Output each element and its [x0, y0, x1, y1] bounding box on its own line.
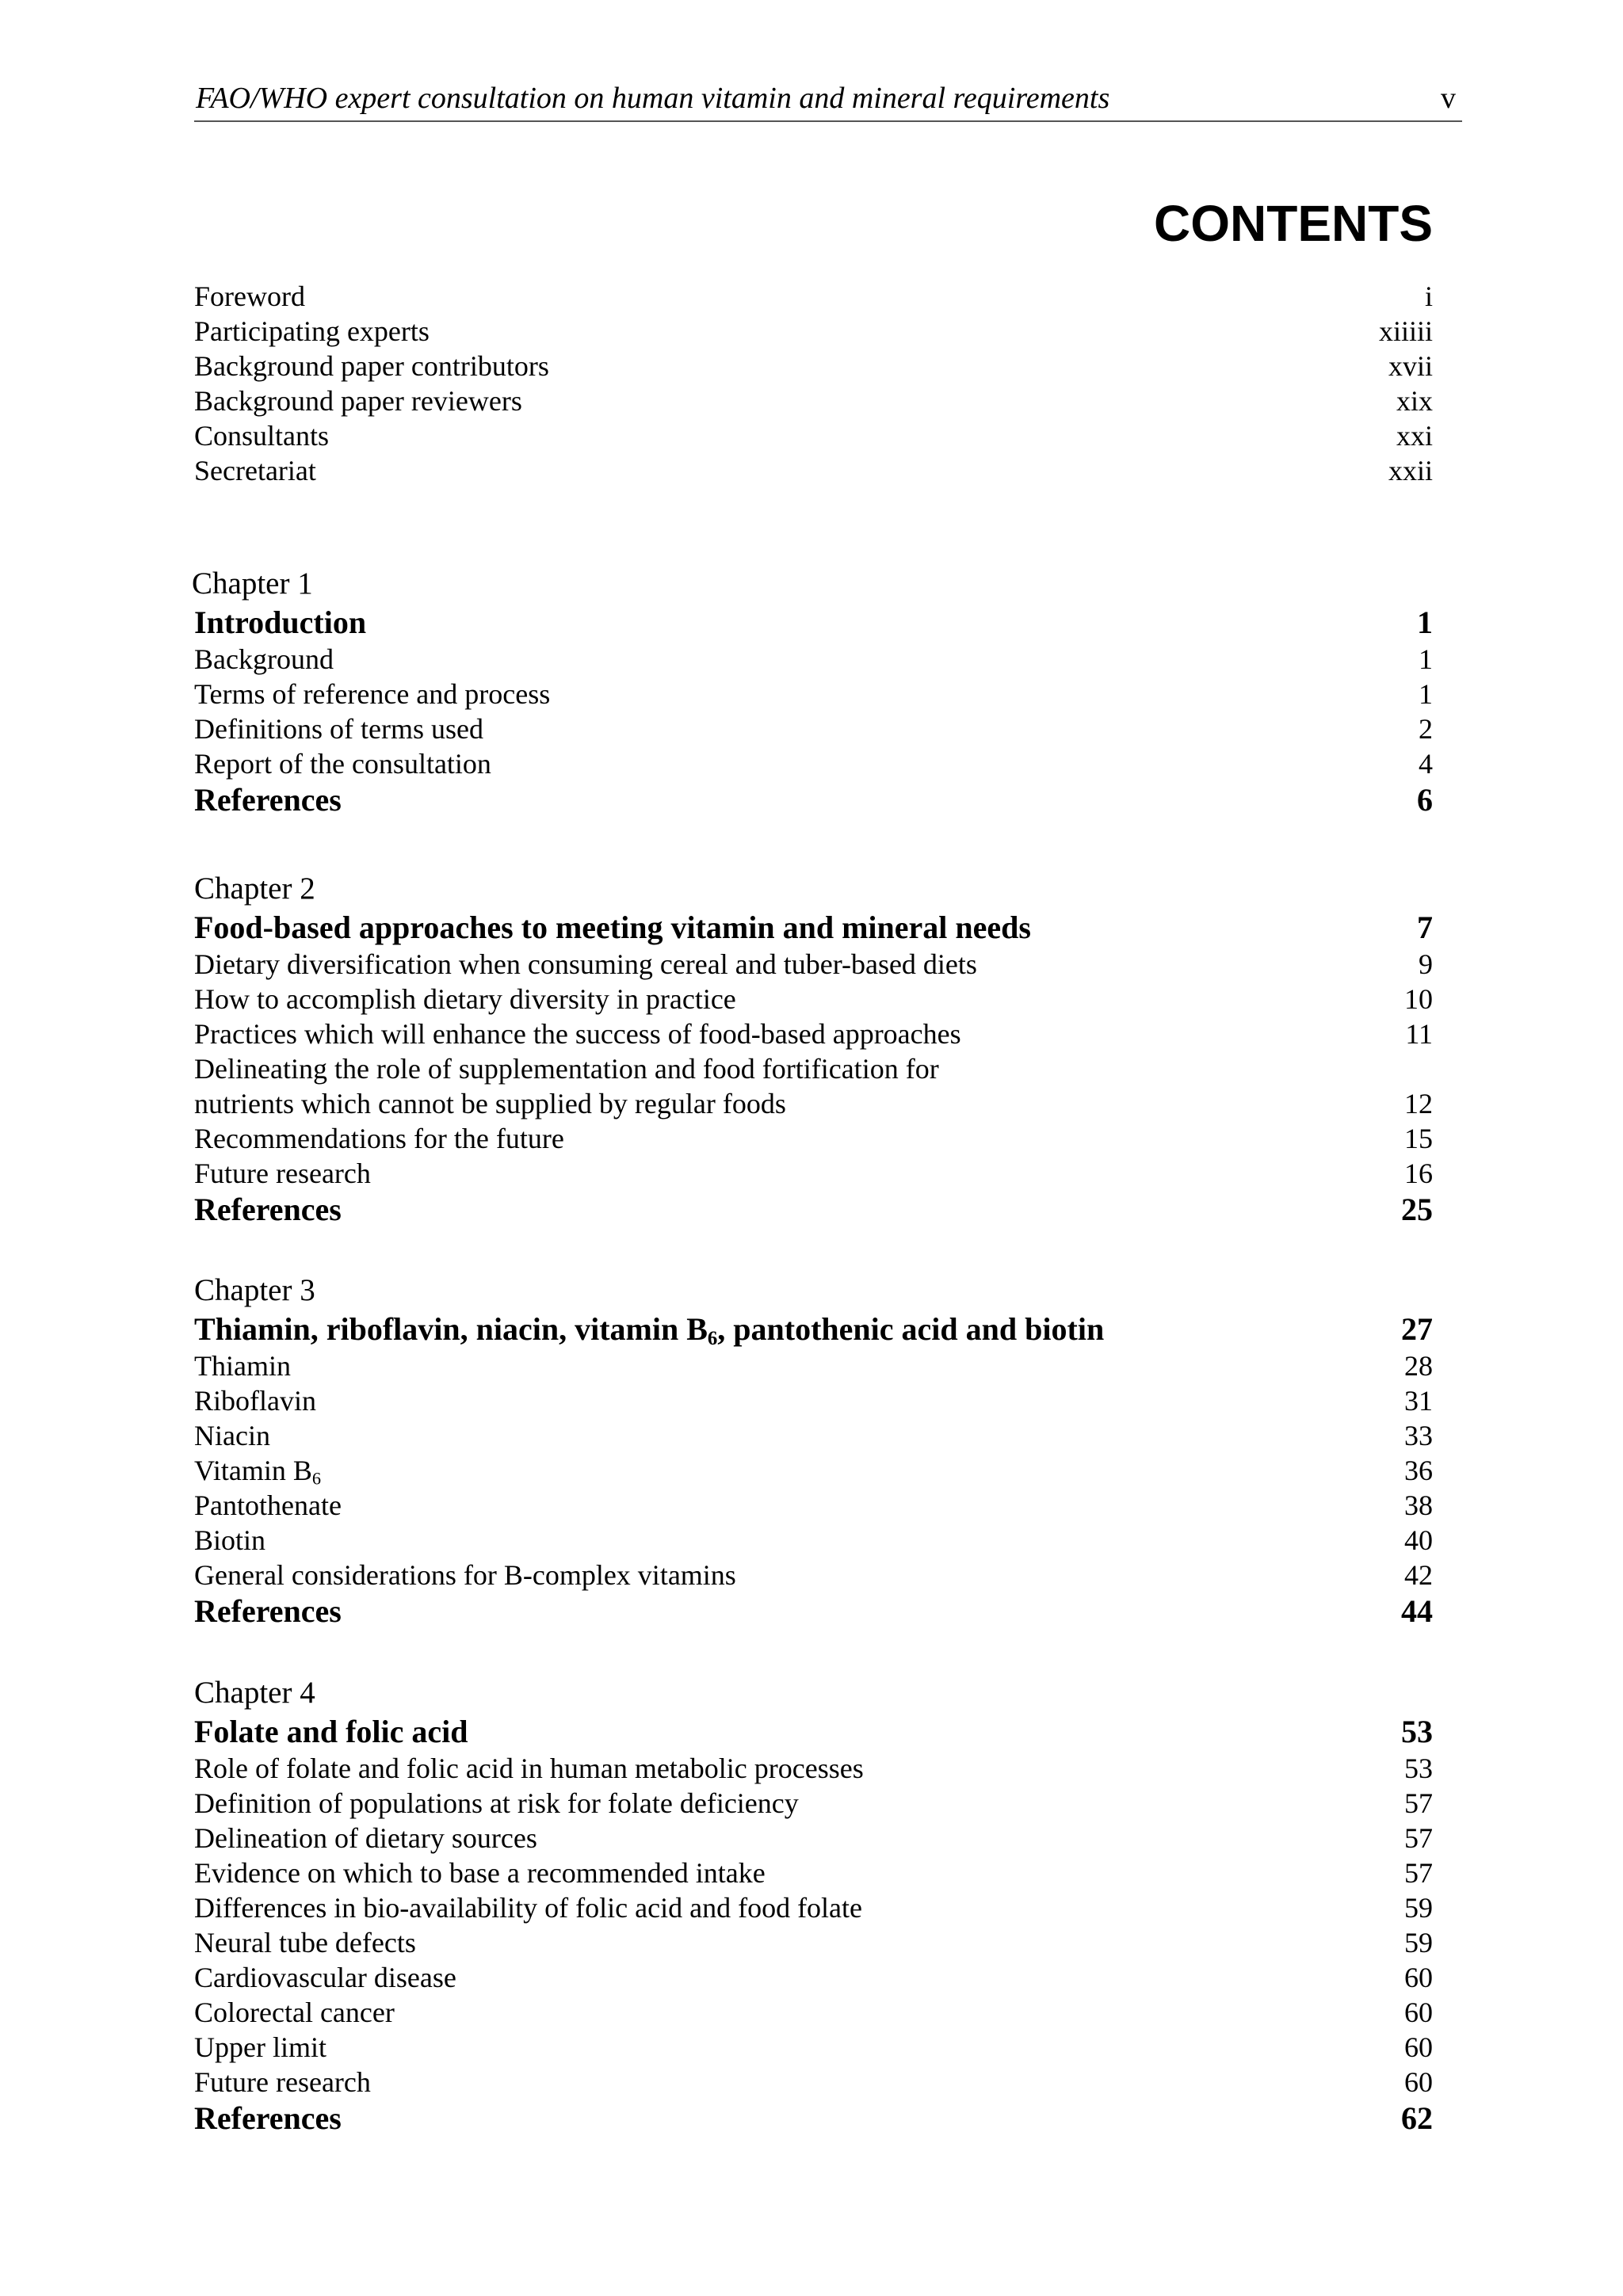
toc-entry-page: 12 [1404, 1088, 1433, 1119]
contents-heading: CONTENTS [1154, 195, 1433, 252]
toc-entry [194, 642, 1433, 677]
toc-entry-label: Differences in bio-availability of folic acid and food folate [194, 1892, 863, 1924]
chapter-page: 1 [1417, 605, 1433, 640]
chapter-title-row [194, 604, 1433, 642]
chapter-title-part: Thiamin, riboflavin, niacin, vitamin B [194, 1311, 708, 1347]
chapter-page: 7 [1417, 910, 1433, 945]
chapter-page: 27 [1401, 1311, 1433, 1347]
chapter-title-row [194, 1310, 1433, 1348]
toc-entry-page: 57 [1404, 1787, 1433, 1819]
toc-entry [194, 1488, 1433, 1523]
toc-entry-label: Niacin [194, 1420, 270, 1451]
chapter-title-subscript: 6 [707, 1328, 718, 1350]
toc-entry-label: Consultants [194, 420, 330, 452]
toc-entry [194, 1086, 1433, 1121]
toc-entry [194, 1051, 1433, 1086]
toc-entry [194, 453, 1433, 488]
chapter-1-block [194, 564, 1433, 819]
toc-entry-label: Upper limit [194, 2031, 327, 2063]
toc-entry-page: 16 [1404, 1158, 1433, 1189]
toc-entry-label: Future research [194, 2066, 371, 2098]
toc-entry-page: 59 [1404, 1892, 1433, 1924]
toc-entry [194, 349, 1433, 383]
toc-entry [194, 1453, 1433, 1488]
toc-entry-label: Future research [194, 1158, 371, 1189]
toc-entry-label: Role of folate and folic acid in human metabolic processes [194, 1753, 864, 1784]
references-label: References [194, 2100, 342, 2136]
chapter-label [194, 564, 1433, 604]
toc-entry-label: Delineation of dietary sources [194, 1822, 537, 1854]
toc-entry-label: Evidence on which to base a recommended intake [194, 1857, 766, 1889]
toc-entry-label: Definitions of terms used [194, 713, 483, 745]
toc-entry [194, 1121, 1433, 1156]
toc-entry [194, 677, 1433, 711]
toc-entry-label: Foreword [194, 280, 305, 312]
toc-entry-label: Dietary diversification when consuming cereal and tuber-based diets [194, 948, 977, 980]
running-header [194, 79, 1462, 122]
chapter-page: 53 [1401, 1714, 1433, 1749]
toc-entry-page: 10 [1404, 983, 1433, 1015]
toc-entry-page: 28 [1404, 1350, 1433, 1382]
toc-entry [194, 418, 1433, 453]
chapter-label [194, 869, 1433, 909]
toc-entry [194, 279, 1433, 314]
toc-entry-label: How to accomplish dietary diversity in practice [194, 983, 736, 1015]
toc-entry [194, 2030, 1433, 2065]
toc-entry-page: 4 [1419, 748, 1433, 780]
toc-entry-page: 40 [1404, 1524, 1433, 1556]
references-row [194, 1592, 1433, 1630]
toc-entry-page: xxi [1396, 420, 1433, 452]
toc-entry-page: 57 [1404, 1857, 1433, 1889]
toc-entry [194, 947, 1433, 982]
toc-entry-page: 1 [1419, 643, 1433, 675]
chapter-title: Introduction [194, 605, 367, 640]
toc-entry-label: Background paper reviewers [194, 385, 522, 417]
toc-entry [194, 1156, 1433, 1191]
references-row [194, 2100, 1433, 2138]
toc-entry-page: 59 [1404, 1927, 1433, 1958]
toc-entry-page: 60 [1404, 2031, 1433, 2063]
chapter-label [194, 1673, 1433, 1713]
toc-entry-page: 38 [1404, 1489, 1433, 1521]
toc-entry [194, 711, 1433, 746]
chapter-4-block [194, 1673, 1433, 2138]
toc-entry-label: nutrients which cannot be supplied by regular foods [194, 1088, 786, 1119]
toc-entry-page: xix [1396, 385, 1433, 417]
toc-entry-label: Terms of reference and process [194, 678, 551, 710]
chapter-title [194, 1310, 1104, 1348]
references-page: 25 [1401, 1192, 1433, 1227]
toc-entry-page: 53 [1404, 1753, 1433, 1784]
toc-entry-label: Background [194, 643, 334, 675]
toc-entry-label: Thiamin [194, 1350, 291, 1382]
toc-entry [194, 746, 1433, 781]
chapter-title: Food-based approaches to meeting vitamin and mineral needs [194, 910, 1031, 945]
references-page: 62 [1401, 2100, 1433, 2136]
toc-entry [194, 982, 1433, 1016]
toc-entry [194, 1786, 1433, 1821]
front-matter-list [194, 279, 1433, 488]
toc-entry-label: Definition of populations at risk for folate deficiency [194, 1787, 799, 1819]
toc-entry [194, 1855, 1433, 1890]
toc-entry-page: 11 [1405, 1018, 1433, 1050]
toc-entry [194, 1960, 1433, 1995]
chapter-3-block [194, 1271, 1433, 1630]
toc-entry [194, 314, 1433, 349]
toc-entry-page: xvii [1388, 350, 1433, 382]
toc-entry-subscript: 6 [311, 1468, 321, 1489]
references-row [194, 1191, 1433, 1229]
toc-entry [194, 1523, 1433, 1558]
toc-entry [194, 1995, 1433, 2030]
toc-entry-page: 2 [1419, 713, 1433, 745]
toc-entry-page: 60 [1404, 2066, 1433, 2098]
toc-entry-label: Secretariat [194, 455, 316, 486]
toc-entry-label: Recommendations for the future [194, 1123, 564, 1154]
toc-entry-label: Report of the consultation [194, 748, 491, 780]
toc-entry [194, 2065, 1433, 2100]
toc-entry-label: Background paper contributors [194, 350, 549, 382]
toc-entry [194, 1890, 1433, 1925]
toc-entry-label: Colorectal cancer [194, 1997, 395, 2028]
toc-entry-label [194, 1453, 321, 1488]
toc-entry-label: Biotin [194, 1524, 266, 1556]
toc-entry-page: 31 [1404, 1385, 1433, 1417]
toc-entry-label: Riboflavin [194, 1385, 316, 1417]
chapter-label-text: Chapter 4 [194, 1676, 315, 1710]
toc-entry [194, 1751, 1433, 1786]
toc-entry [194, 1558, 1433, 1592]
running-title: FAO/WHO expert consultation on human vitamin and mineral requirements [196, 82, 1110, 115]
toc-entry-page: xiiiii [1378, 315, 1433, 347]
chapter-label-text: Chapter 2 [194, 871, 315, 906]
toc-entry [194, 1383, 1433, 1418]
toc-entry-page: 42 [1404, 1559, 1433, 1591]
toc-entry-page: 1 [1419, 678, 1433, 710]
chapter-label-text: Chapter 3 [194, 1273, 315, 1307]
toc-entry-page: 36 [1404, 1455, 1433, 1486]
references-label: References [194, 782, 342, 818]
toc-entry-page: 60 [1404, 1962, 1433, 1993]
references-page: 44 [1401, 1593, 1433, 1629]
toc-entry-page: 15 [1404, 1123, 1433, 1154]
toc-entry [194, 1821, 1433, 1855]
toc-entry-page: 57 [1404, 1822, 1433, 1854]
references-label: References [194, 1593, 342, 1629]
toc-entry-page: 33 [1404, 1420, 1433, 1451]
toc-entry [194, 1925, 1433, 1960]
references-page: 6 [1417, 782, 1433, 818]
chapter-2-block [194, 869, 1433, 1229]
toc-entry-page: 60 [1404, 1997, 1433, 2028]
chapter-label [194, 1271, 1433, 1310]
references-label: References [194, 1192, 342, 1227]
toc-entry-label: Pantothenate [194, 1489, 342, 1521]
toc-entry-label: Delineating the role of supplementation and food fortification for [194, 1053, 939, 1085]
toc-entry-label: Participating experts [194, 315, 430, 347]
chapter-label-text: Chapter 1 [192, 566, 313, 601]
chapter-title-row [194, 909, 1433, 947]
toc-entry [194, 1348, 1433, 1383]
toc-entry-label: Neural tube defects [194, 1927, 416, 1958]
toc-entry-label-text: Vitamin B [194, 1455, 312, 1486]
references-row [194, 781, 1433, 819]
toc-entry [194, 383, 1433, 418]
toc-entry-label: Practices which will enhance the success of food-based approaches [194, 1018, 961, 1050]
toc-entry-page: 9 [1419, 948, 1433, 980]
toc-entry [194, 1016, 1433, 1051]
toc-entry-page: i [1424, 280, 1433, 312]
toc-entry-page: xxii [1388, 455, 1433, 486]
toc-entry-label: Cardiovascular disease [194, 1962, 456, 1993]
chapter-title: Folate and folic acid [194, 1714, 468, 1749]
toc-entry-label: General considerations for B-complex vitamins [194, 1559, 736, 1591]
toc-entry [194, 1418, 1433, 1453]
chapter-title-part: , pantothenic acid and biotin [717, 1311, 1105, 1347]
chapter-title-row [194, 1713, 1433, 1751]
page-number: v [1441, 82, 1456, 115]
